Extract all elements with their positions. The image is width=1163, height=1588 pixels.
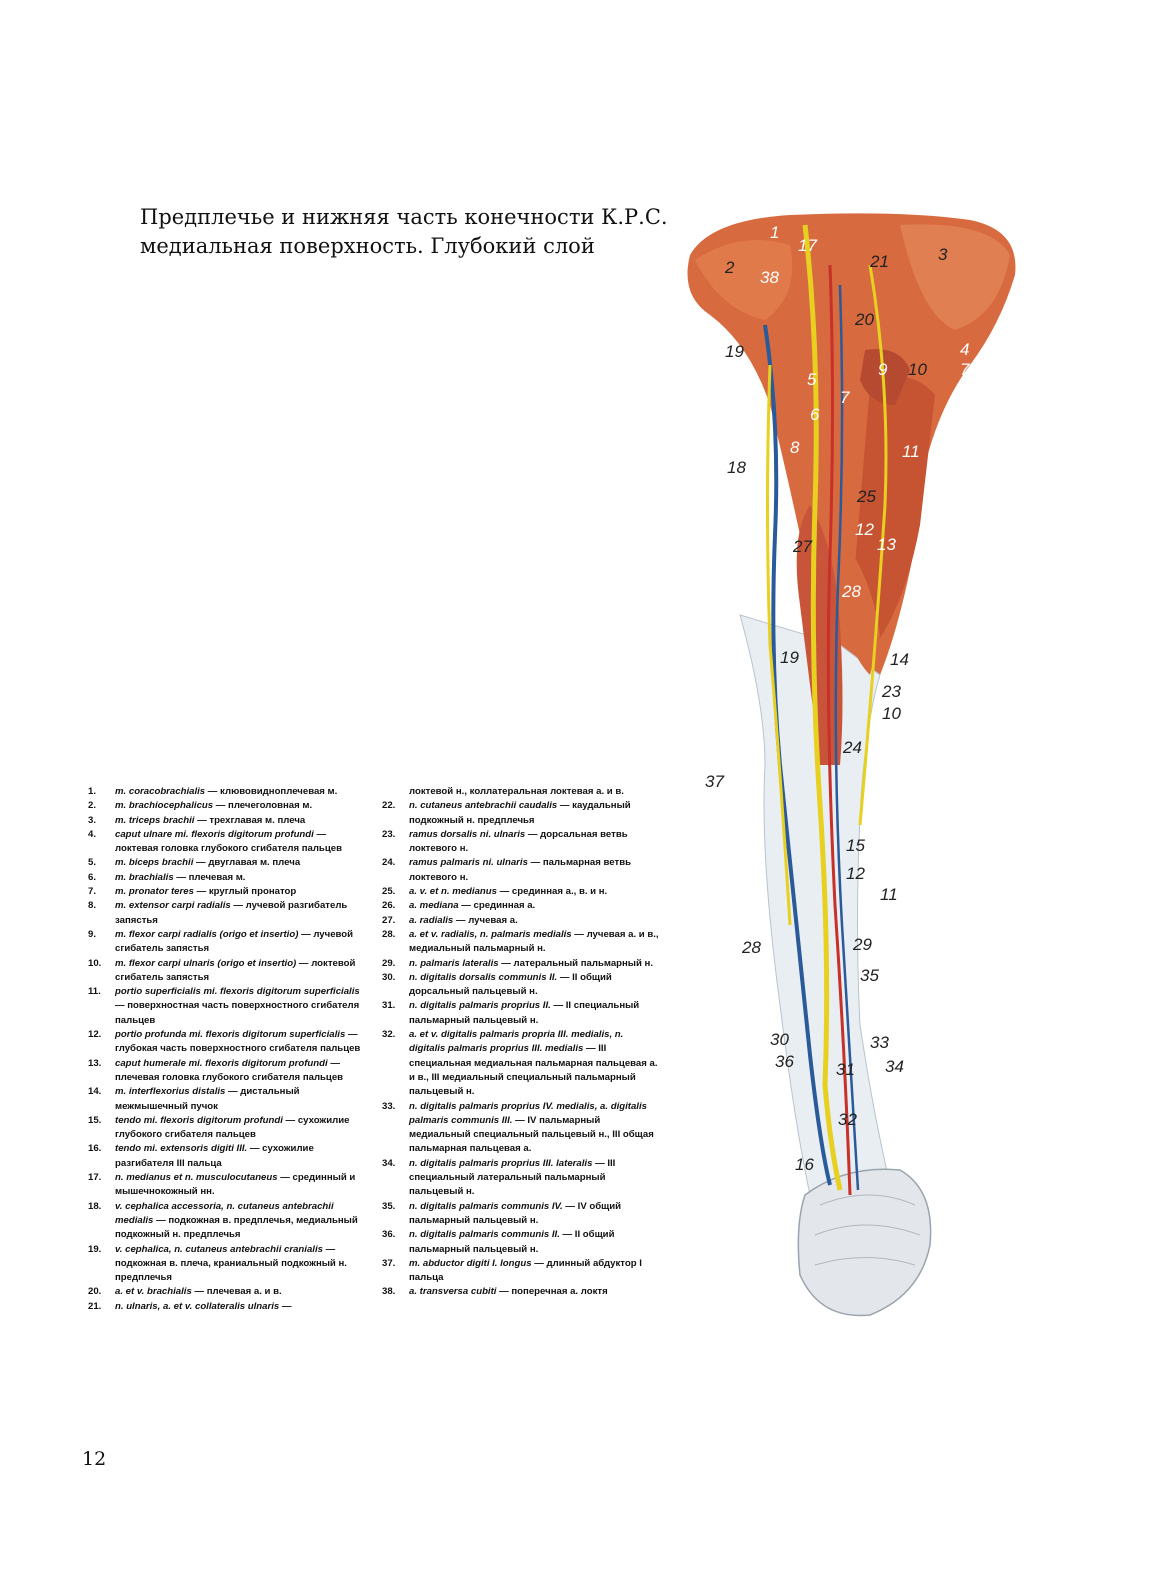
legend-item-russian: — пальмарная ветвь локтевого н. <box>409 857 631 883</box>
legend-item-text <box>115 1114 363 1143</box>
legend-item <box>382 1028 662 1099</box>
legend-item-russian: — IV общий пальмарный пальцевый н. <box>409 1200 622 1226</box>
legend-item-text <box>409 799 662 828</box>
legend-item-latin: a. mediana <box>409 900 459 912</box>
figure-label: 24 <box>843 738 862 757</box>
hoof <box>798 1169 930 1315</box>
legend-item-number: 37. <box>382 1257 396 1269</box>
anatomy-illustration <box>670 205 1140 1335</box>
figure-label: 27 <box>793 537 812 556</box>
legend-item-russian: — II общий пальмарный пальцевый н. <box>409 1229 615 1255</box>
legend-item-russian: — III специальный латеральный пальмарный пальцевый н. <box>409 1157 616 1198</box>
legend-item-text <box>115 828 363 857</box>
legend-item-number: 15. <box>88 1114 102 1126</box>
legend-item <box>382 1285 662 1299</box>
legend-item-text <box>409 1100 662 1157</box>
legend-item-text <box>115 785 363 799</box>
figure-label: 3 <box>938 245 948 264</box>
legend-item-number: 18. <box>88 1200 102 1212</box>
figure-label: 7 <box>960 360 970 379</box>
figure-label: 36 <box>775 1052 794 1071</box>
legend-item-text <box>409 914 662 928</box>
legend-item-russian: — локтевая головка глубокого сгибателя пальцев <box>115 828 342 855</box>
figure-label: 14 <box>890 650 909 669</box>
figure-label: 15 <box>846 836 865 855</box>
legend-item-text <box>409 785 662 799</box>
figure-label: 1 <box>770 223 780 242</box>
legend-item <box>382 1228 662 1257</box>
legend-item-latin: m. brachialis <box>115 871 174 883</box>
legend-item-text <box>409 856 662 885</box>
legend-item-text <box>115 928 363 957</box>
legend-item <box>88 814 363 828</box>
legend-item <box>88 1243 363 1286</box>
figure-label: 12 <box>855 520 874 539</box>
legend-item-number: 11. <box>88 986 101 998</box>
figure-label: 38 <box>760 268 779 287</box>
figure-label: 7 <box>840 388 850 407</box>
legend-item-number: 16. <box>88 1143 102 1155</box>
legend-item-russian: — локтевой сгибатель запястья <box>115 957 356 983</box>
legend-item <box>382 957 662 971</box>
legend-item-latin: a. et v. digitalis palmaris propria III. medialis, n. digitalis palmaris proprius III. medialis <box>409 1029 624 1055</box>
legend-item-latin: n. cutaneus antebrachii caudalis <box>409 800 558 812</box>
legend-item-latin: n. digitalis dorsalis communis II. <box>409 971 558 983</box>
legend-item <box>88 928 363 957</box>
legend-item-number: 22. <box>382 800 396 812</box>
legend-item-text <box>115 1142 363 1171</box>
legend-item-latin: n. digitalis palmaris communis II. <box>409 1229 560 1241</box>
legend-item-russian: — трехглавая м. плеча <box>194 814 306 826</box>
legend-item-russian: — подкожная в. предплечья, медиальный подкожный н. предплечья <box>115 1214 358 1241</box>
legend-item-latin: m. flexor carpi radialis (origo et insertio) <box>115 928 299 940</box>
legend-item-number: 35. <box>382 1200 396 1212</box>
legend-item-number: 28. <box>382 928 396 940</box>
figure-label: 10 <box>882 704 901 723</box>
legend-item-text <box>115 985 363 1028</box>
figure-label: 20 <box>855 310 874 329</box>
legend-item-russian: — лучевой сгибатель запястья <box>115 928 354 955</box>
legend-item-latin: ramus palmaris ni. ulnaris <box>409 857 528 869</box>
figure-label: 29 <box>853 935 872 954</box>
legend-item <box>88 1200 363 1243</box>
legend-item-latin: m. abductor digiti I. longus <box>409 1257 532 1269</box>
figure-label: 31 <box>836 1060 855 1079</box>
legend-item-number: 38. <box>382 1286 396 1298</box>
legend-item-latin: tendo mi. flexoris digitorum profundi <box>115 1114 283 1126</box>
legend-item <box>88 1114 363 1143</box>
legend-item-russian: — срединная а. <box>458 900 536 912</box>
figure-label: 10 <box>908 360 927 379</box>
legend-item <box>382 1257 662 1286</box>
legend-item-text <box>409 885 662 899</box>
legend-item-text <box>409 1200 662 1229</box>
legend-item-text <box>115 1171 363 1200</box>
legend-item <box>382 1200 662 1229</box>
legend-item-russian: — поверхностная часть поверхностного сгибателя пальцев <box>115 1000 360 1026</box>
legend-item-russian: — III специальная медиальная пальмарная пальцевая а. и в., III медиальный специальный пальмарный пальцевый н. <box>409 1043 658 1098</box>
legend-item-number: 27. <box>382 914 396 926</box>
legend-item-russian: — плечеголовная м. <box>213 800 313 812</box>
legend-item-text <box>409 1157 662 1200</box>
legend-item <box>88 1142 363 1171</box>
figure-label: 21 <box>870 252 889 271</box>
figure-label: 34 <box>885 1057 904 1076</box>
figure-label: 28 <box>742 938 761 957</box>
legend-item-latin: m. pronator teres <box>115 886 194 898</box>
legend-item-latin: a. et v. brachialis <box>115 1286 192 1298</box>
legend-item-latin: n. ulnaris, a. et v. collateralis ulnaris <box>115 1300 280 1312</box>
legend-item-text <box>409 1028 662 1099</box>
legend-item-latin: portio profunda mi. flexoris digitorum superficialis <box>115 1029 346 1041</box>
legend-item <box>88 828 363 857</box>
legend-item <box>382 1100 662 1157</box>
legend-item-russian: — срединный и мышечнокожный нн. <box>115 1172 356 1198</box>
legend-item <box>88 785 363 799</box>
legend-item-number: 34. <box>382 1157 396 1169</box>
legend-item-text <box>409 1285 662 1299</box>
legend-item-number: 30. <box>382 971 396 983</box>
figure-label: 8 <box>790 438 800 457</box>
legend-item-latin: a. transversa cubiti <box>409 1286 497 1298</box>
legend-left-column <box>88 785 363 1314</box>
legend-item-latin: caput ulnare mi. flexoris digitorum profundi <box>115 828 314 840</box>
legend-item-text <box>409 928 662 957</box>
legend-item-number: 14. <box>88 1086 102 1098</box>
legend-item-number: 9. <box>88 928 97 940</box>
legend-item-latin: n. digitalis palmaris communis IV. <box>409 1200 563 1212</box>
figure-label: 35 <box>860 966 879 985</box>
legend-item-russian: — лучевой разгибатель запястья <box>115 900 348 926</box>
figure-label: 9 <box>878 360 888 379</box>
legend-item-text <box>409 828 662 857</box>
figure-label: 33 <box>870 1033 889 1052</box>
legend-item-number: 2. <box>88 800 97 812</box>
legend-item <box>88 1028 363 1057</box>
figure-label: 11 <box>880 885 898 904</box>
legend-item-russian: — IV пальмарный медиальный специальный пальцевый н., III общая пальмарная пальцевая а. <box>409 1114 654 1155</box>
legend-item <box>88 899 363 928</box>
legend-item-latin: a. et v. radialis, n. palmaris medialis <box>409 928 572 940</box>
legend-item-latin: m. flexor carpi ulnaris (origo et insertio) <box>115 957 297 969</box>
page-title <box>140 203 700 261</box>
legend-item-text <box>409 999 662 1028</box>
legend-item-russian: — длинный абдуктор I пальца <box>409 1257 642 1284</box>
legend-item-latin: v. cephalica accessoria, n. cutaneus antebrachii medialis <box>115 1200 334 1226</box>
legend-item-text <box>409 1257 662 1286</box>
figure-label: 5 <box>807 370 817 389</box>
legend-item-russian: локтевой н., коллатеральная локтевая а. и в. <box>409 786 624 797</box>
legend-item-russian: — плечевая головка глубокого сгибателя пальцев <box>115 1057 344 1083</box>
legend-item-text <box>115 1300 363 1314</box>
legend-item-number: 1. <box>88 786 97 797</box>
legend-item-text <box>115 1057 363 1086</box>
legend-item-number: 33. <box>382 1100 396 1112</box>
legend-item <box>382 971 662 1000</box>
legend-item-text <box>115 885 363 899</box>
legend-item-number: 29. <box>382 957 396 969</box>
legend-item-number: 31. <box>382 1000 396 1012</box>
legend-item <box>88 1300 363 1314</box>
legend-item-latin: m. extensor carpi radialis <box>115 900 231 912</box>
legend-item-number: 6. <box>88 871 97 883</box>
figure-label: 17 <box>798 236 817 255</box>
legend-item-number: 21. <box>88 1300 102 1312</box>
figure-label: 19 <box>725 342 744 361</box>
legend-item-number: 13. <box>88 1057 102 1069</box>
legend-item-text <box>115 1085 363 1114</box>
legend-item-number: 32. <box>382 1029 396 1041</box>
legend-item-russian: — латеральный пальмарный н. <box>498 957 654 969</box>
legend-item <box>88 799 363 813</box>
legend-item <box>88 885 363 899</box>
legend-item-text <box>115 856 363 870</box>
legend-item-latin: a. radialis <box>409 914 454 926</box>
figure-label: 30 <box>770 1030 789 1049</box>
legend-item-text <box>115 814 363 828</box>
legend-item-russian: — каудальный подкожный н. предплечья <box>409 800 631 826</box>
legend-item-latin: caput humerale mi. flexoris digitorum profundi <box>115 1057 328 1069</box>
legend-item-russian: — дистальный межмышечный пучок <box>115 1086 300 1112</box>
legend-item-russian: — II общий дорсальный пальцевый н. <box>409 971 612 998</box>
figure-label: 18 <box>727 458 746 477</box>
legend-item-number: 3. <box>88 814 97 826</box>
legend-item-number: 17. <box>88 1172 102 1184</box>
legend-item-russian: — двуглавая м. плеча <box>193 857 301 869</box>
legend-item <box>88 985 363 1028</box>
figure-label: 16 <box>795 1155 814 1174</box>
legend-item-text <box>115 957 363 986</box>
legend-item-text <box>409 899 662 913</box>
legend-item <box>88 1171 363 1200</box>
legend-item-russian: — <box>279 1300 292 1312</box>
legend-item <box>88 957 363 986</box>
legend-item-text <box>409 1228 662 1257</box>
legend-item-russian: — дорсальная ветвь локтевого н. <box>409 828 628 855</box>
legend-item-russian: — круглый пронатор <box>193 886 297 898</box>
legend-item-latin: n. digitalis palmaris proprius II. <box>409 1000 551 1012</box>
figure-label: 32 <box>838 1110 857 1129</box>
legend-item <box>382 899 662 913</box>
legend-item-russian: — II специальный пальмарный пальцевый н. <box>409 1000 640 1026</box>
legend-item-latin: ramus dorsalis ni. ulnaris <box>409 828 526 840</box>
legend-item <box>382 928 662 957</box>
legend-item <box>88 1057 363 1086</box>
legend-item-text <box>115 1028 363 1057</box>
figure-label: 11 <box>902 442 920 461</box>
figure-label: 28 <box>842 582 861 601</box>
legend-item-number: 7. <box>88 886 97 898</box>
legend-item-russian: — плечевая м. <box>173 871 246 883</box>
legend-item-number: 25. <box>382 886 396 898</box>
legend-item-latin: m. interflexorius distalis <box>115 1086 226 1098</box>
legend-item-russian: — плечевая а. и в. <box>191 1286 282 1298</box>
legend-item-text <box>115 799 363 813</box>
legend-item <box>88 856 363 870</box>
legend-item-number: 20. <box>88 1286 102 1298</box>
legend-item-number: 23. <box>382 828 396 840</box>
legend-item-russian: — сухожилие глубокого сгибателя пальцев <box>115 1114 350 1141</box>
legend-item-russian: — лучевая а. и в., медиальный пальмарный н. <box>409 928 659 955</box>
legend-item-russian: — клювовидноплечевая м. <box>205 786 338 797</box>
legend-right-column <box>382 785 662 1300</box>
figure-label: 2 <box>725 258 735 277</box>
legend-item-russian: — срединная а., в. и н. <box>496 886 608 898</box>
legend-item-latin: m. triceps brachii <box>115 814 195 826</box>
legend-item <box>382 1157 662 1200</box>
legend-item <box>382 828 662 857</box>
figure-label: 13 <box>877 535 896 554</box>
legend-item-number: 12. <box>88 1029 102 1041</box>
legend-item-number: 26. <box>382 900 396 912</box>
legend-item-russian: — сухожилие разгибателя III пальца <box>115 1143 314 1169</box>
legend-item-number: 19. <box>88 1243 102 1255</box>
page-number: 12 <box>82 1448 107 1470</box>
legend-item <box>382 914 662 928</box>
figure-label: 12 <box>846 864 865 883</box>
figure-label: 37 <box>705 772 724 791</box>
figure-label: 19 <box>780 648 799 667</box>
legend-item <box>382 785 662 799</box>
legend-item-latin: tendo mi. extensoris digiti III. <box>115 1143 248 1155</box>
legend-item-russian: — глубокая часть поверхностного сгибателя пальцев <box>115 1029 361 1055</box>
figure-label: 23 <box>882 682 901 701</box>
legend-item <box>382 799 662 828</box>
legend-item-text <box>115 1243 363 1286</box>
legend-item <box>88 1285 363 1299</box>
legend-item-latin: m. brachiocephalicus <box>115 800 214 812</box>
limb-drawing <box>670 205 1140 1335</box>
title-line-1: Предплечье и нижняя часть конечности К.Р.С. <box>140 205 668 229</box>
legend-item-latin: n. palmaris lateralis <box>409 957 499 969</box>
figure-label: 25 <box>857 487 876 506</box>
legend-item-text <box>115 1285 363 1299</box>
legend-item-text <box>409 957 662 971</box>
legend-item-latin: n. medianus et n. musculocutaneus <box>115 1172 278 1184</box>
legend-item-number: 5. <box>88 857 97 869</box>
legend-item-latin: n. digitalis palmaris proprius III. lateralis <box>409 1157 593 1169</box>
legend-item-number: 8. <box>88 900 97 912</box>
legend-item-text <box>115 871 363 885</box>
legend-item-russian: — подкожная в. плеча, краниальный подкожный н. предплечья <box>115 1243 347 1284</box>
legend-item-latin: m. biceps brachii <box>115 857 194 869</box>
figure-label: 6 <box>810 405 820 424</box>
legend-item-number: 24. <box>382 857 396 869</box>
legend-item <box>88 871 363 885</box>
legend-item-latin: v. cephalica, n. cutaneus antebrachii cranialis <box>115 1243 323 1255</box>
legend-item-latin: portio superficialis mi. flexoris digitorum superficialis <box>115 986 360 998</box>
legend-item <box>382 999 662 1028</box>
legend-item-text <box>115 899 363 928</box>
legend-item-number: 36. <box>382 1229 396 1241</box>
legend-item-latin: m. coracobrachialis <box>115 786 206 797</box>
legend-item-latin: a. v. et n. medianus <box>409 886 497 898</box>
legend-item <box>382 885 662 899</box>
legend-item-number: 10. <box>88 957 102 969</box>
legend-item-russian: — поперечная а. локтя <box>496 1286 608 1298</box>
legend-item-number: 4. <box>88 828 97 840</box>
legend-item <box>88 1085 363 1114</box>
legend-item <box>382 856 662 885</box>
legend-item-text <box>115 1200 363 1243</box>
legend-item-text <box>409 971 662 1000</box>
figure-label: 4 <box>960 340 970 359</box>
title-line-2: медиальная поверхность. Глубокий слой <box>140 234 595 258</box>
legend-item-latin: n. digitalis palmaris proprius IV. medialis, a. digitalis palmaris communis III. <box>409 1100 647 1126</box>
legend-item-russian: — лучевая а. <box>453 914 518 926</box>
